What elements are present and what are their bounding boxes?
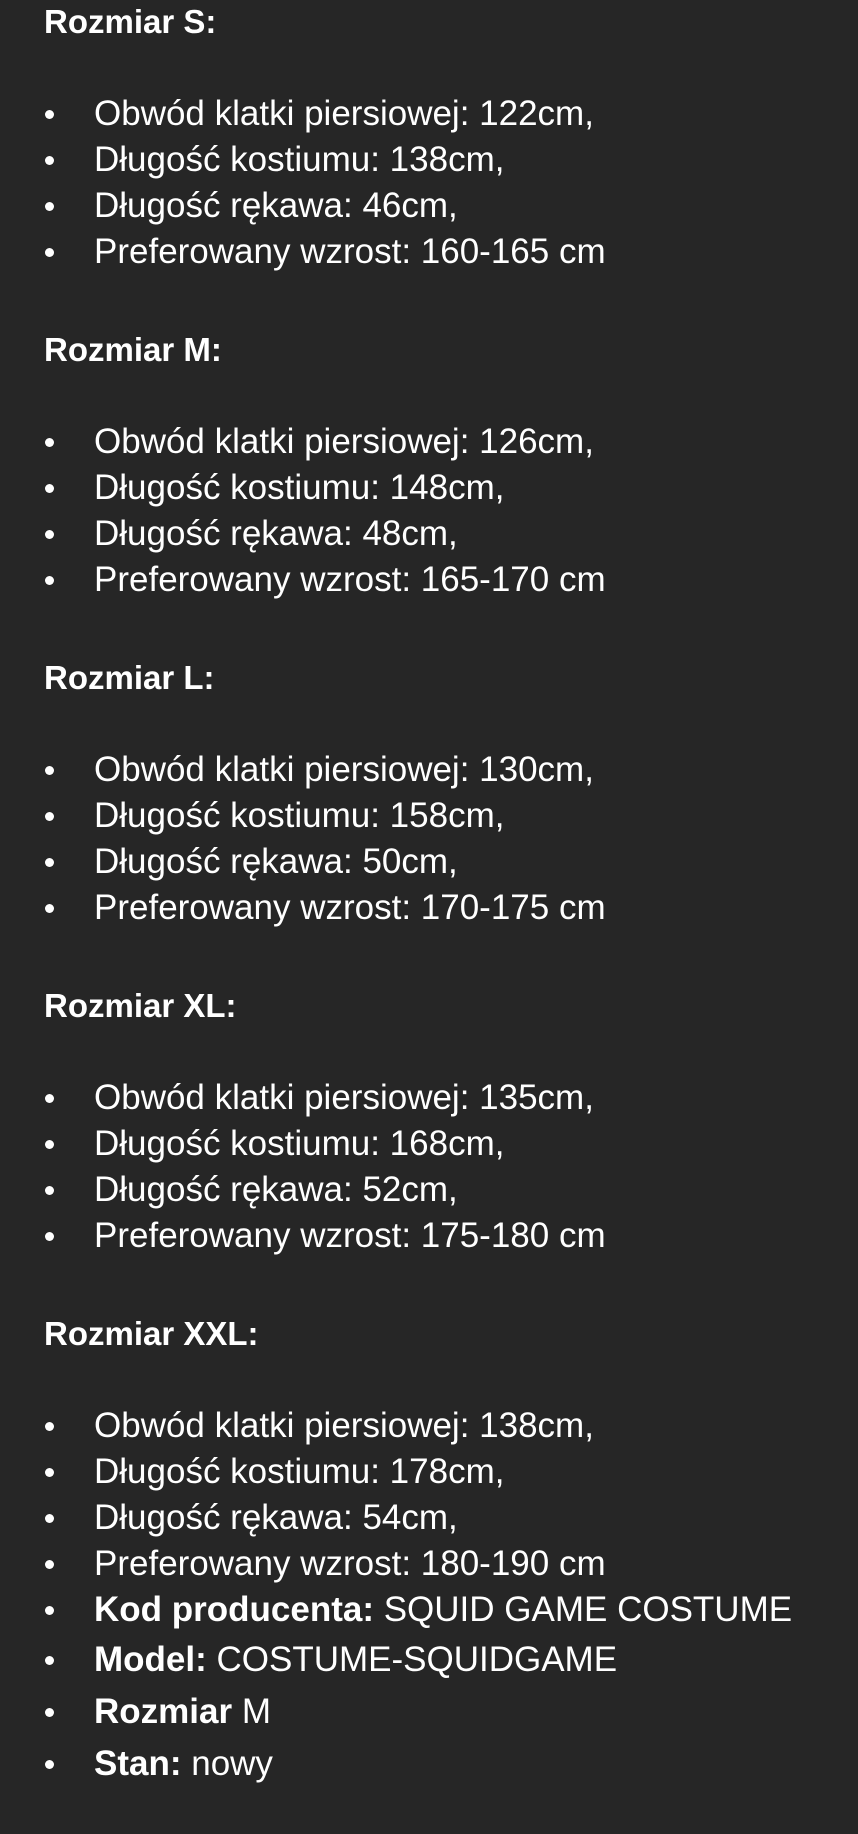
list-item: Długość kostiumu: 178cm, [0,1450,858,1494]
size-heading-xxl: Rozmiar XXL: [44,1315,259,1352]
size-heading-s: Rozmiar S: [44,3,217,40]
list-item: Obwód klatki piersiowej: 135cm, [0,1076,858,1120]
list-item: Obwód klatki piersiowej: 122cm, [0,92,858,136]
bullet-icon [45,1560,54,1569]
list-item: Długość kostiumu: 168cm, [0,1122,858,1166]
detail-size [0,1690,858,1734]
bullet-icon [45,156,54,165]
list-item: Długość rękawa: 50cm, [0,840,858,884]
bullet-icon [45,812,54,821]
detail-condition [0,1742,858,1786]
list-item: Obwód klatki piersiowej: 138cm, [0,1404,858,1448]
detail-value: COSTUME-SQUIDGAME [206,1640,618,1679]
bullet-icon [45,1606,54,1615]
bullet-icon [45,1232,54,1241]
bullet-icon [45,1760,54,1769]
bullet-icon [45,576,54,585]
bullet-icon [45,1656,54,1665]
bullet-icon [45,438,54,447]
detail-value: M [232,1692,271,1731]
bullet-icon [45,858,54,867]
list-item: Długość rękawa: 54cm, [0,1496,858,1540]
bullet-icon [45,1422,54,1431]
detail-value: nowy [181,1744,273,1783]
bullet-icon [45,766,54,775]
list-item: Preferowany wzrost: 180-190 cm [0,1542,858,1586]
detail-label: Rozmiar [94,1692,233,1731]
list-item: Obwód klatki piersiowej: 130cm, [0,748,858,792]
detail-label: Model: [94,1640,207,1679]
list-item: Preferowany wzrost: 170-175 cm [0,886,858,930]
bullet-icon [45,110,54,119]
list-item: Długość kostiumu: 158cm, [0,794,858,838]
detail-label: Kod producenta: [94,1590,374,1629]
list-item: Preferowany wzrost: 175-180 cm [0,1214,858,1258]
list-item: Preferowany wzrost: 160-165 cm [0,230,858,274]
list-item: Długość rękawa: 46cm, [0,184,858,228]
bullet-icon [45,1186,54,1195]
list-item: Długość rękawa: 52cm, [0,1168,858,1212]
list-item: Długość rękawa: 48cm, [0,512,858,556]
list-item: Preferowany wzrost: 165-170 cm [0,558,858,602]
list-item: Obwód klatki piersiowej: 126cm, [0,420,858,464]
bullet-icon [45,484,54,493]
list-item: Długość kostiumu: 138cm, [0,138,858,182]
bullet-icon [45,1094,54,1103]
bullet-icon [45,904,54,913]
bullet-icon [45,1468,54,1477]
size-heading-l: Rozmiar L: [44,659,215,696]
bullet-icon [45,1514,54,1523]
size-heading-xl: Rozmiar XL: [44,987,237,1024]
list-item: Długość kostiumu: 148cm, [0,466,858,510]
detail-value: SQUID GAME COSTUME [373,1590,793,1629]
bullet-icon [45,1708,54,1717]
size-heading-m: Rozmiar M: [44,331,222,368]
detail-producer-code [0,1588,858,1632]
bullet-icon [45,202,54,211]
detail-model [0,1638,858,1682]
bullet-icon [45,1140,54,1149]
bullet-icon [45,530,54,539]
bullet-icon [45,248,54,257]
detail-label: Stan: [94,1744,182,1783]
